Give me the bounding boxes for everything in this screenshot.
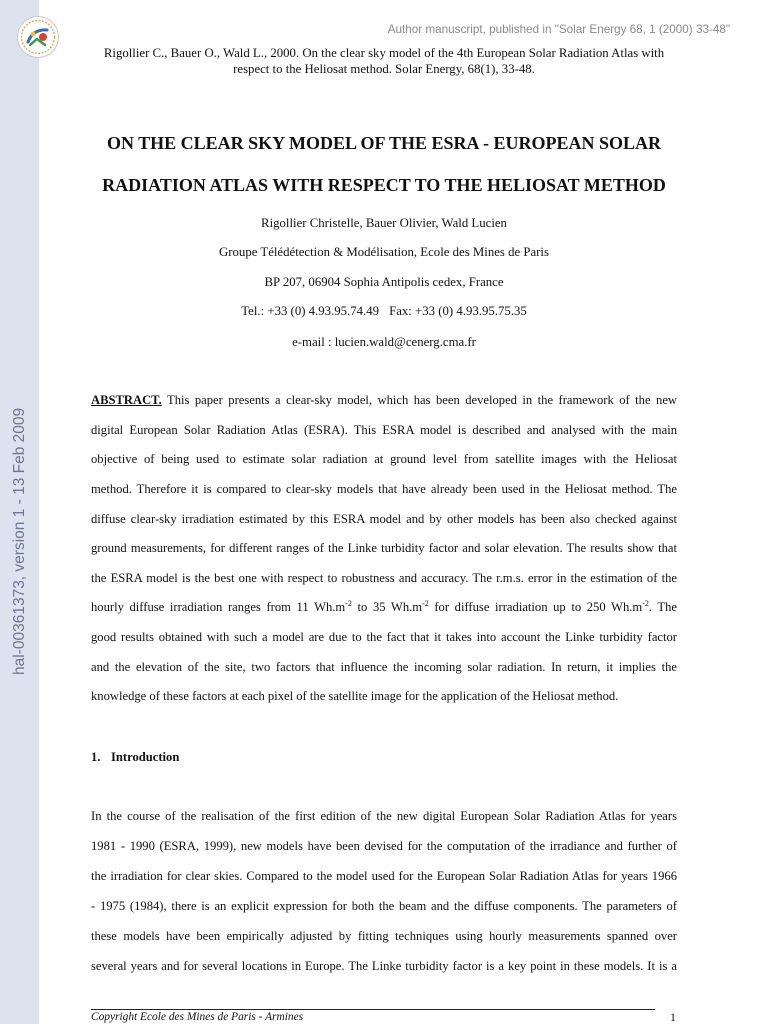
introduction-paragraph bbox=[91, 801, 677, 981]
abstract-line-text: hourly diffuse irradiation ranges from 11 Wh.m bbox=[91, 600, 346, 615]
abstract-line bbox=[91, 593, 677, 623]
introduction-line: the irradiation for clear skies. Compared to the model used for the European Solar Radiation Atlas for years 1966 bbox=[91, 869, 677, 883]
footer-divider bbox=[91, 1009, 655, 1010]
author-phone-line bbox=[60, 301, 708, 321]
page-number: 1 bbox=[670, 1010, 676, 1024]
hal-logo-icon bbox=[16, 15, 60, 59]
unit-exponent: -2 bbox=[422, 599, 429, 609]
abstract-line: good results obtained with such a model are due to the fact that it takes into account the Linke turbidity factor bbox=[91, 629, 677, 644]
abstract-line bbox=[91, 386, 677, 416]
abstract-line-text: This paper presents a clear-sky model, which has been developed in the framework of the new bbox=[167, 393, 677, 408]
abstract-paragraph bbox=[91, 386, 677, 712]
section-title: Introduction bbox=[111, 750, 180, 764]
author-names: Rigollier Christelle, Bauer Olivier, Wald Lucien bbox=[261, 216, 507, 230]
hal-identifier-stamp: hal-00361373, version 1 - 13 Feb 2009 bbox=[11, 407, 28, 675]
section-number: 1. bbox=[91, 750, 101, 764]
introduction-line: several years and for several locations in Europe. The Linke turbidity factor is a key point in these models. It is a bbox=[91, 959, 677, 973]
abstract-line: and the elevation of the site, two factors that influence the incoming solar radiation. In return, it implies the bbox=[91, 659, 677, 674]
unit-exponent: -2 bbox=[345, 599, 352, 609]
abstract-line: ground measurements, for different ranges of the Linke turbidity factor and solar elevation. The results show that bbox=[91, 541, 677, 556]
author-email: e-mail : lucien.wald@cenerg.cma.fr bbox=[292, 335, 476, 349]
abstract-line-text: for diffuse irradiation up to 250 Wh.m bbox=[428, 600, 643, 615]
introduction-line: - 1975 (1984), there is an explicit expression for both the beam and the diffuse components. The parameters of bbox=[91, 899, 677, 913]
abstract-line: diffuse clear-sky irradiation estimated by this ESRA model and by other models has been also checked against bbox=[91, 511, 677, 526]
paper-title-line: RADIATION ATLAS WITH RESPECT TO THE HELIOSAT METHOD bbox=[102, 175, 666, 195]
abstract-line-text: to 35 Wh.m bbox=[351, 600, 423, 615]
abstract-line: objective of being used to estimate solar radiation at ground level from satellite images with the Heliosat bbox=[91, 452, 677, 467]
introduction-line: In the course of the realisation of the first edition of the new digital European Solar Radiation Atlas for years bbox=[91, 809, 677, 823]
introduction-line: 1981 - 1990 (ESRA, 1999), new models have been devised for the computation of the irradiance and further of bbox=[91, 839, 677, 853]
abstract-line: digital European Solar Radiation Atlas (ESRA). This ESRA model is described and analysed with the main bbox=[91, 422, 677, 437]
abstract-label: ABSTRACT. bbox=[91, 393, 162, 408]
author-telephone: Tel.: +33 (0) 4.93.95.74.49 bbox=[241, 304, 380, 318]
abstract-line: method. Therefore it is compared to clear-sky models that have already been used in the Heliosat method. The bbox=[91, 481, 677, 496]
author-address: BP 207, 06904 Sophia Antipolis cedex, France bbox=[264, 275, 504, 289]
citation-line: Rigollier C., Bauer O., Wald L., 2000. On the clear sky model of the 4th European Solar Radiation Atlas with bbox=[103, 46, 665, 60]
section-heading bbox=[91, 747, 179, 767]
author-fax: Fax: +33 (0) 4.93.95.75.35 bbox=[389, 304, 527, 318]
footer-copyright: Copyright Ecole des Mines de Paris - Armines bbox=[91, 1011, 304, 1023]
abstract-line: knowledge of these factors at each pixel of the satellite image for the application of the Heliosat method. bbox=[91, 689, 619, 704]
publication-note: Author manuscript, published in "Solar Energy 68, 1 (2000) 33-48" bbox=[387, 23, 730, 36]
abstract-line: the ESRA model is the best one with respect to robustness and accuracy. The r.m.s. error in the estimation of the bbox=[91, 570, 677, 585]
unit-exponent: -2 bbox=[642, 599, 649, 609]
author-affiliation: Groupe Télédétection & Modélisation, Ecole des Mines de Paris bbox=[219, 245, 549, 259]
abstract-line-text: . The bbox=[648, 600, 677, 615]
paper-title-line: ON THE CLEAR SKY MODEL OF THE ESRA - EUROPEAN SOLAR bbox=[106, 133, 662, 153]
introduction-line: these models have been empirically adjusted by fitting techniques using hourly measurements spanned over bbox=[91, 929, 677, 943]
citation-line: respect to the Heliosat method. Solar Energy, 68(1), 33-48. bbox=[233, 62, 535, 76]
